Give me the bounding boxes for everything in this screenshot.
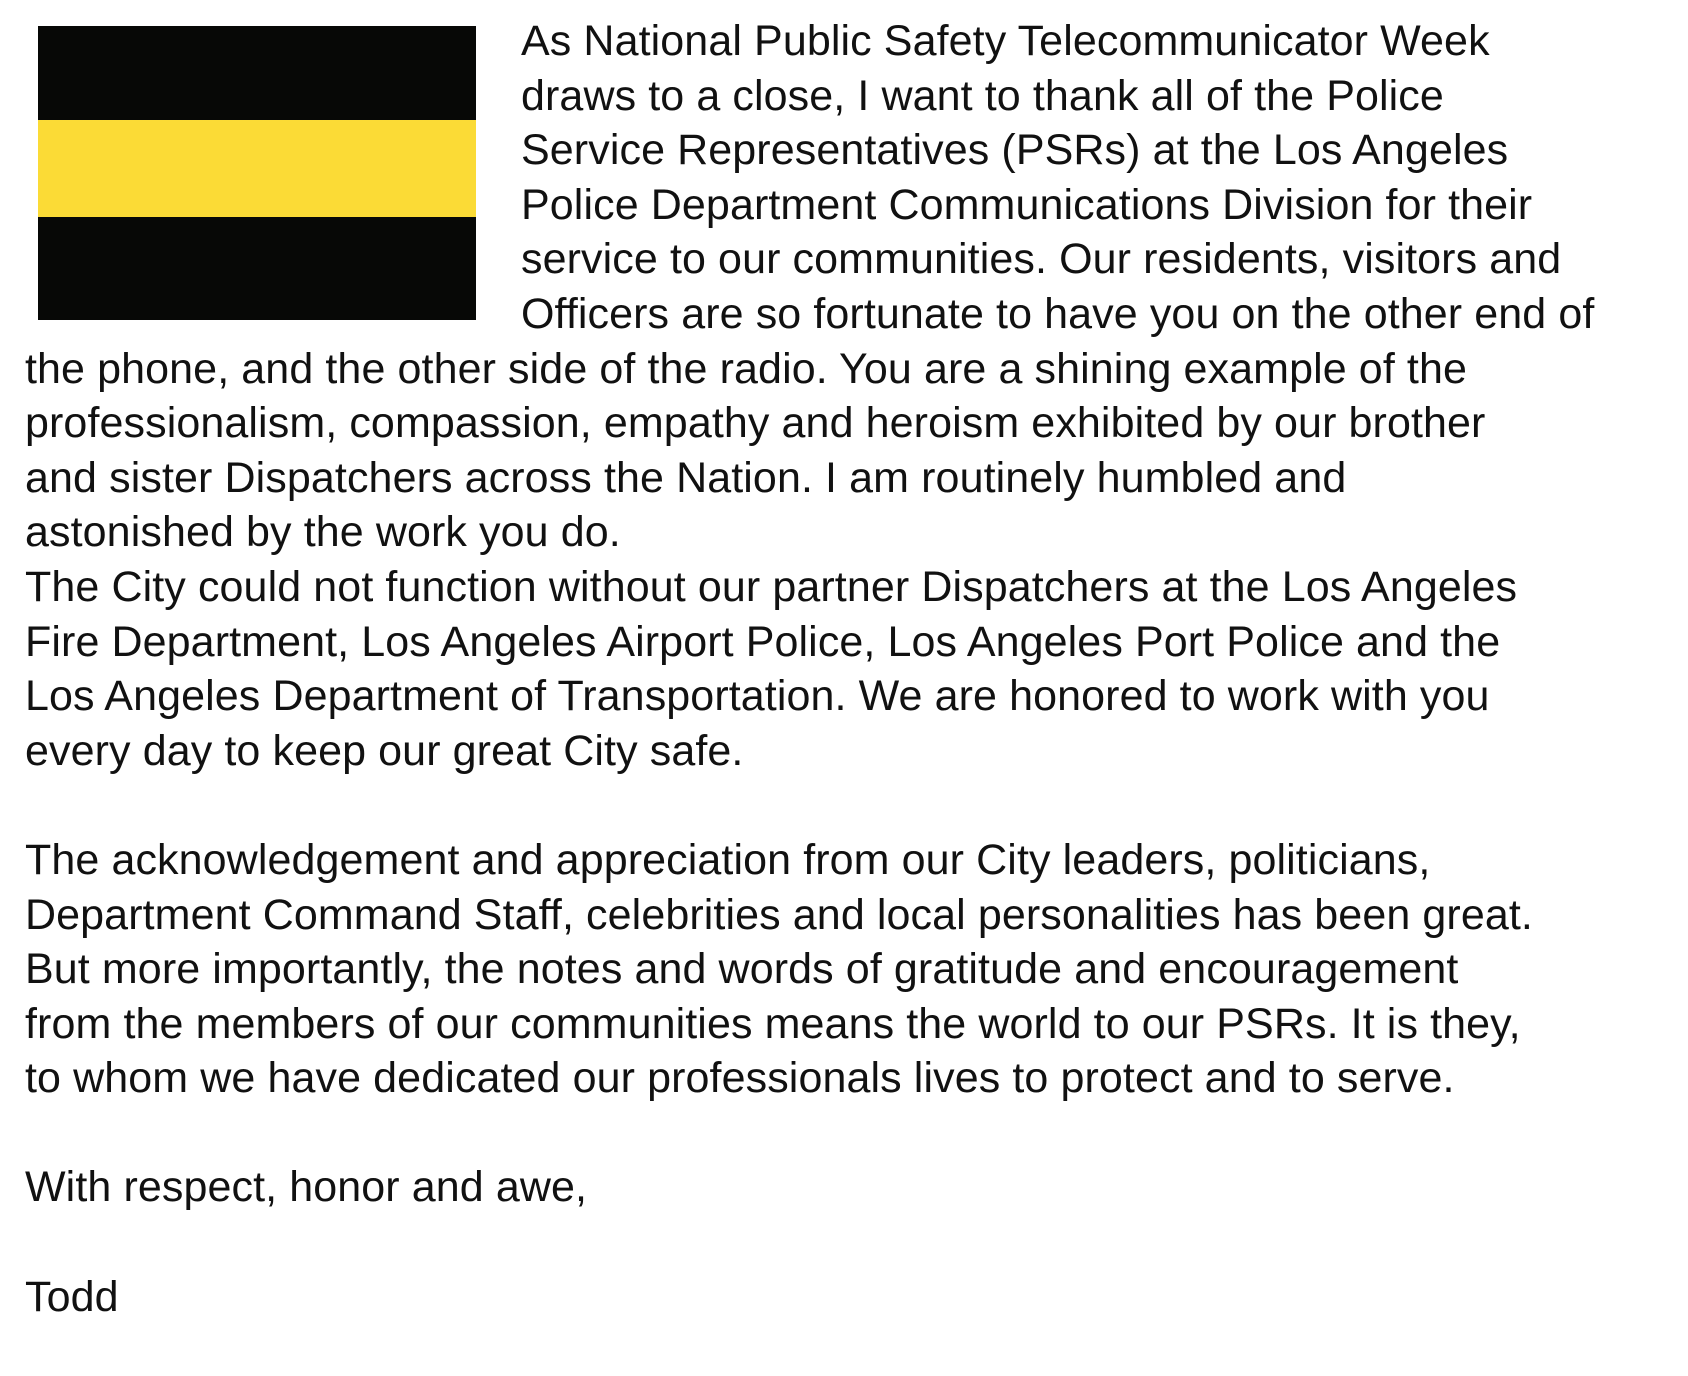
flag-spacer: [476, 14, 521, 334]
letter-closing: With respect, honor and awe,: [25, 1163, 588, 1212]
flag-stripe-top: [38, 26, 476, 120]
letter-paragraph-2: The City could not function without our partner Dispatchers at the Los Angeles Fire Department, Los Angeles Airport Police, Los Angeles Port Police and the Los Angeles Department of Transportation. We are honored to work with you every day to keep our great City safe.: [25, 562, 1518, 775]
letter-document: [25, 14, 1665, 1324]
letter-paragraph-3: The acknowledgement and appreciation from our City leaders, politicians, Department Command Staff, celebrities and local personalities has been great. But more importantly, the notes and words of gratitude and encouragement from the members of our communities means the world to our PSRs. It is they, to whom we have dedicated our professionals lives to protect and to serve.: [25, 835, 1533, 1103]
letter-signature: Todd: [25, 1272, 119, 1321]
thin-gold-line-flag-icon: [38, 26, 476, 320]
flag-stripe-bottom: [38, 217, 476, 320]
letter-paragraph-1: As National Public Safety Telecommunicator Week draws to a close, I want to thank all of the Police Service Representatives (PSRs) at the Los Angeles Police Department Communications Division for their service to our communities. Our residents, visitors and Officers are so fortunate to have you on the other end of the phone, and the other side of the radio. You are a shining example of the professionalism, compassion, empathy and heroism exhibited by our brother and sister Dispatchers across the Nation. I am routinely humbled and astonished by the work you do.: [25, 17, 1595, 557]
flag-stripe-middle: [38, 120, 476, 217]
